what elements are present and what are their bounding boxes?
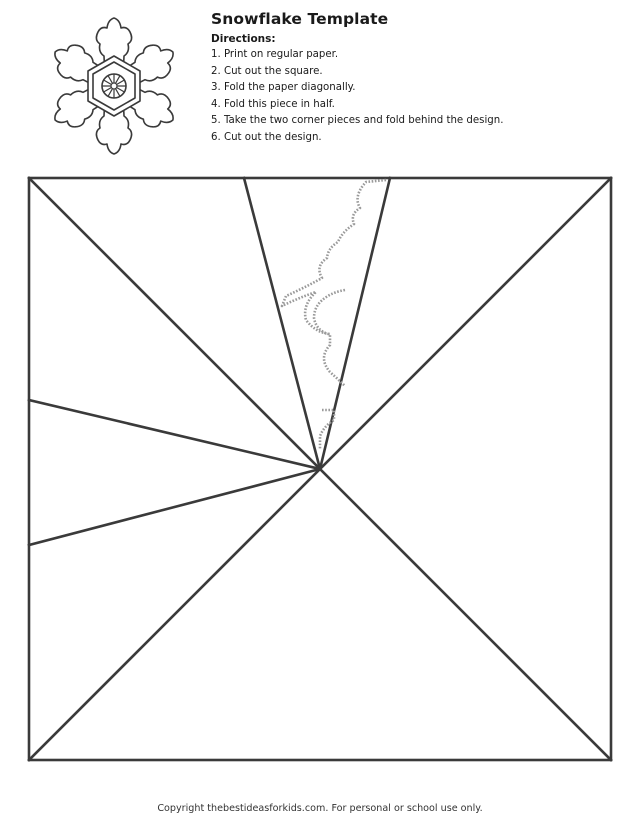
page-title: Snowflake Template: [211, 10, 389, 28]
fold-line: [29, 469, 320, 545]
fold-line: [29, 400, 320, 469]
step-item: 1. Print on regular paper.: [211, 49, 339, 60]
fold-line: [320, 178, 390, 469]
copyright-footer: Copyright thebestideasforkids.com. For personal or school use only.: [157, 803, 483, 814]
fold-line: [244, 178, 320, 469]
step-item: 5. Take the two corner pieces and fold behind the design.: [211, 115, 504, 127]
step-item: 4. Fold this piece in half.: [211, 98, 335, 110]
step-item: 2. Cut out the square.: [211, 65, 323, 77]
step-item: 3. Fold the paper diagonally.: [211, 82, 356, 94]
directions-heading: Directions:: [211, 33, 276, 45]
step-item: 6. Cut out the design.: [211, 131, 322, 143]
